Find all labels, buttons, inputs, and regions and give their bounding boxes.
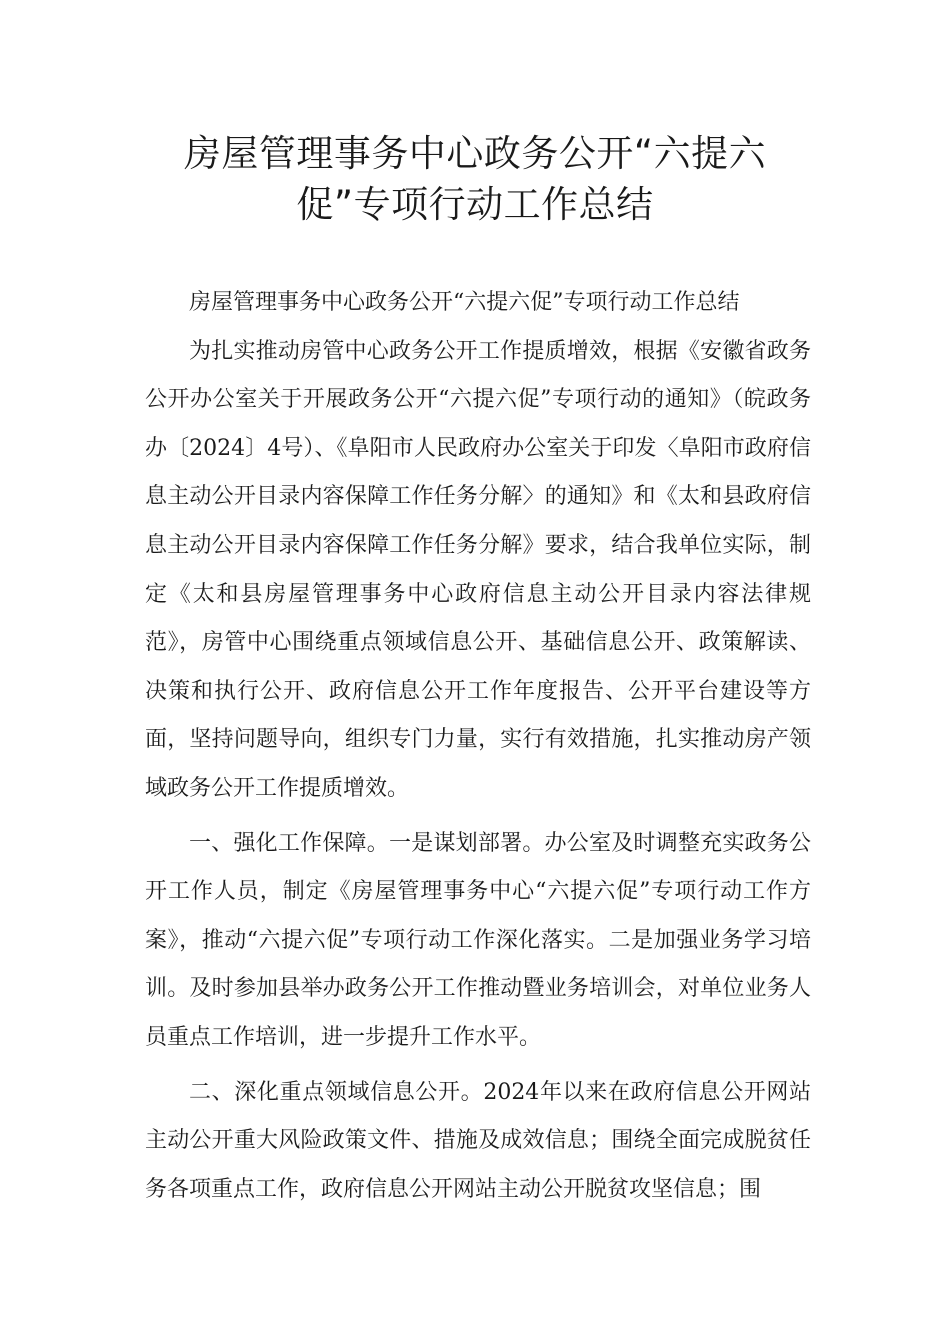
document-subtitle: 房屋管理事务中心政务公开“六提六促”专项行动工作总结 (189, 290, 740, 315)
paragraph-section-1: 一、强化工作保障。一是谋划部署。办公室及时调整充实政务公开工作人员，制定《房屋管理事务中心“六提六促”专项行动工作方案》，推动“六提六促”专项行动工作深化落实。二是加强业务学习培训。及时参加县举办政务公开工作推动暨业务培训会，对单位业务人员重点工作培训，进一步提升工作水平。 (145, 830, 811, 1050)
document-title (150, 128, 800, 230)
paragraph-intro: 为扎实推动房管中心政务公开工作提质增效，根据《安徽省政务公开办公室关于开展政务公开“六提六促”专项行动的通知》（皖政务办〔2024〕4号）、《阜阳市人民政府办公室关于印发〈阜阳市政府信息主动公开目录内容保障工作任务分解〉的通知》和《太和县政府信息主动公开目录内容保障工作任务分解》要求，结合我单位实际，制定《太和县房屋管理事务中心政府信息主动公开目录内容法律规范》，房管中心围绕重点领域信息公开、基础信息公开、政策解读、决策和执行公开、政府信息公开工作年度报告、公开平台建设等方面，坚持问题导向，组织专门力量，实行有效措施，扎实推动房产领域政务公开工作提质增效。 (145, 338, 811, 801)
document-body (145, 279, 811, 1214)
paragraph-section-2: 二、深化重点领域信息公开。2024年以来在政府信息公开网站主动公开重大风险政策文件、措施及成效信息；围绕全面完成脱贫任务各项重点工作，政府信息公开网站主动公开脱贫攻坚信息；围 (145, 1079, 811, 1202)
title-line-2: 促”专项行动工作总结 (296, 183, 654, 226)
title-line-1: 房屋管理事务中心政务公开“六提六 (183, 132, 767, 175)
